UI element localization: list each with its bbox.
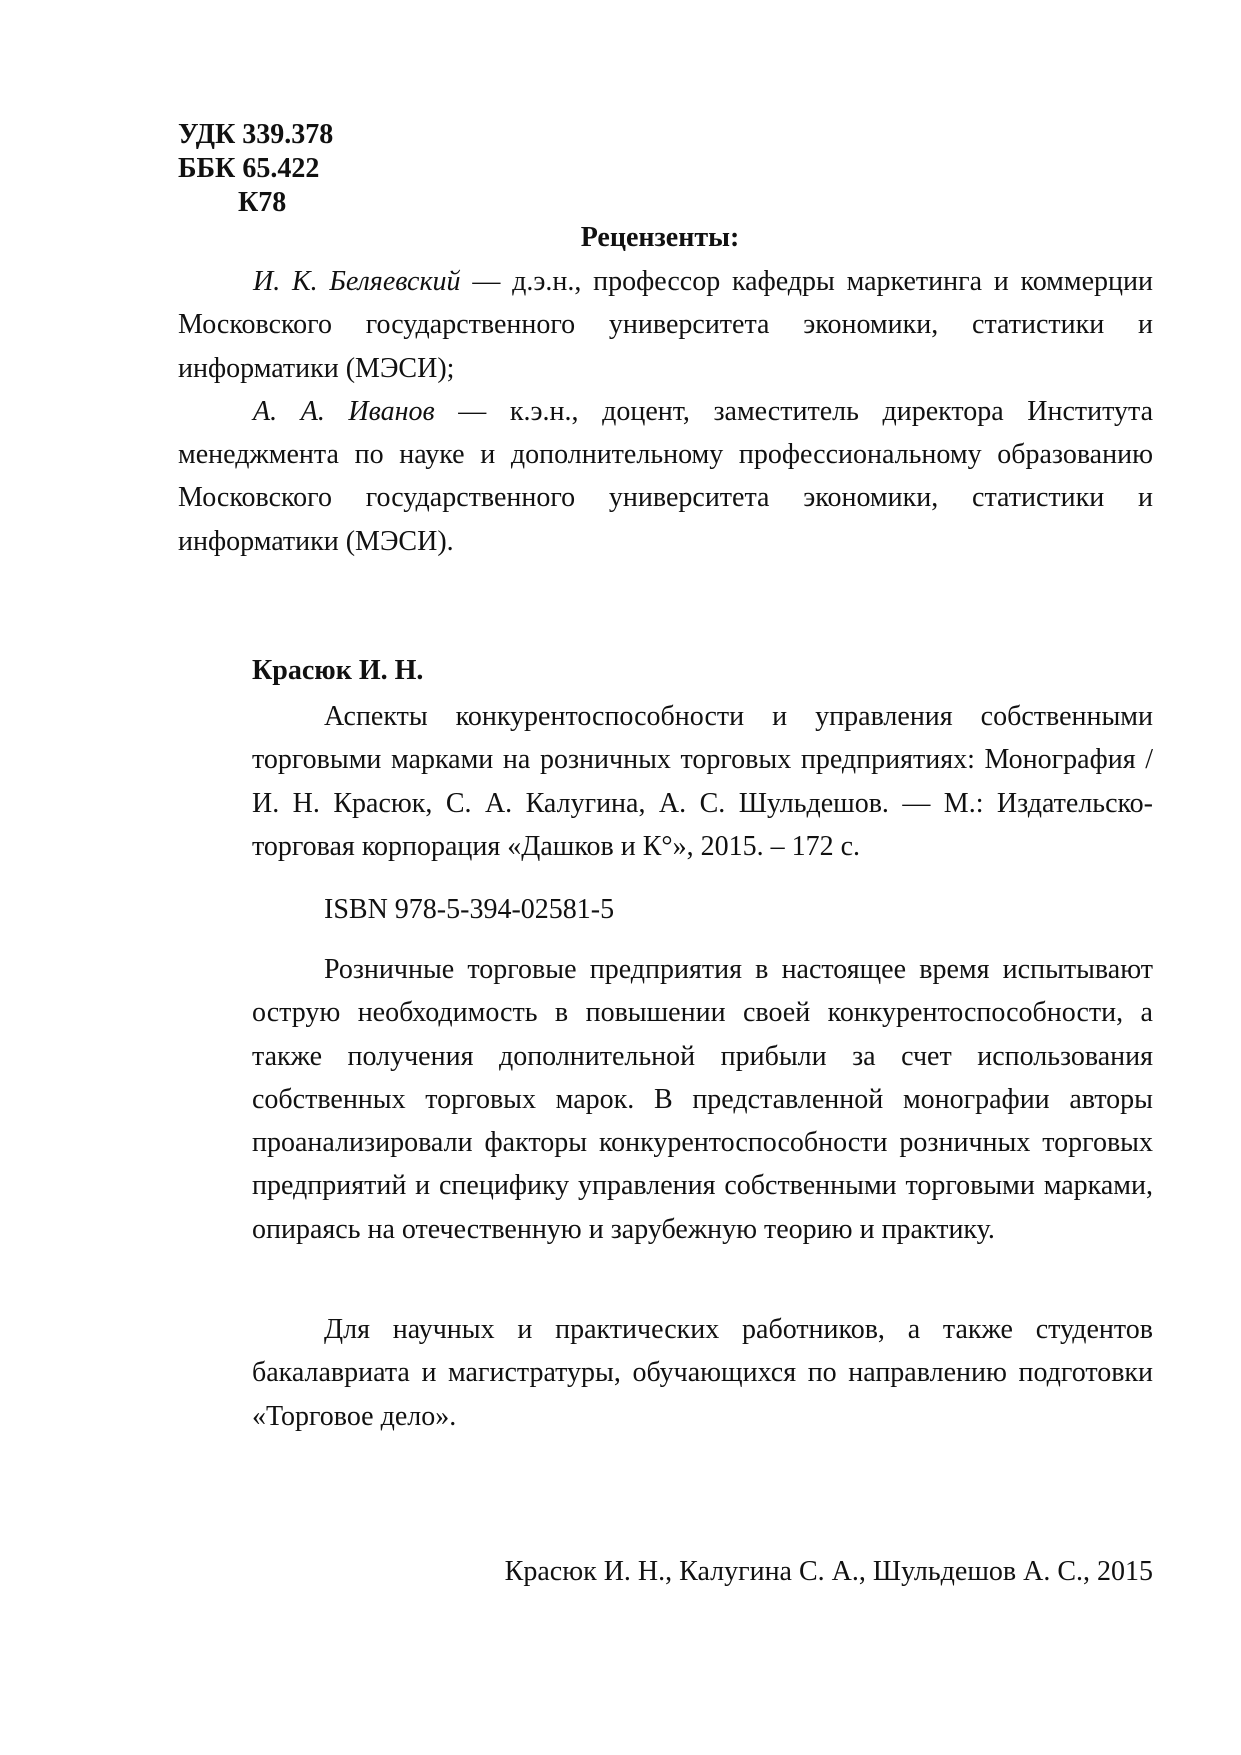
- bibliographic-description: [252, 695, 1153, 868]
- audience-block: [252, 1308, 1153, 1438]
- reviewer-name: И. К. Беляевский: [253, 266, 461, 297]
- annotation-text: Розничные торговые предприятия в настоящее время испытывают острую необходимость в повышении своей конкурентоспособности, а также получения дополнительной прибыли за счет использования собственных торговых марок. В представленной монографии авторы проанализировали факторы конкурентоспособности розничных торговых предприятий и специфику управления собственными торговыми марками, опираясь на отечественную и зарубежную теорию и практику.: [252, 954, 1153, 1245]
- reviewer-details: — к.э.н., доцент, заместитель директора Института менеджмента по науке и дополнительному профессиональному образованию Московского государственного университета экономики, статистики и информатики (МЭСИ).: [178, 395, 1153, 557]
- reviewers-heading: Рецензенты:: [580, 222, 740, 253]
- bibliographic-text: Аспекты конкурентоспособности и управления собственными торговыми марками на розничных торговых предприятиях: Монография / И. Н. Красюк, С. А. Калугина, А. С. Шульдешов. — М.: Издательско-торговая корпорация «Дашков и К°», 2015. – 172 с.: [252, 701, 1153, 862]
- copyright-line: Красюк И. Н., Калугина С. А., Шульдешов А. С., 2015: [504, 1556, 1153, 1587]
- annotation-block: [252, 948, 1153, 1251]
- isbn-block: [252, 888, 1153, 931]
- book-author: Красюк И. Н.: [252, 655, 424, 686]
- udk-code: УДК 339.378: [178, 119, 334, 150]
- author-mark: К78: [238, 187, 287, 218]
- reviewer-entry: [178, 390, 1153, 563]
- audience-text: Для научных и практических работников, а также студентов бакалавриата и магистратуры, обучающихся по направлению подготовки «Торговое дело».: [252, 1314, 1153, 1432]
- isbn: ISBN 978-5-394-02581-5: [324, 894, 615, 925]
- bbk-code: ББК 65.422: [178, 153, 320, 184]
- reviewer-name: А. А. Иванов: [253, 395, 435, 427]
- reviewers-list: [178, 260, 1153, 563]
- classification-codes: [178, 118, 333, 220]
- reviewer-details: — д.э.н., профессор кафедры маркетинга и коммерции Московского государственного университета экономики, статистики и информатики (МЭСИ);: [178, 266, 1153, 384]
- reviewer-entry: [178, 260, 1153, 390]
